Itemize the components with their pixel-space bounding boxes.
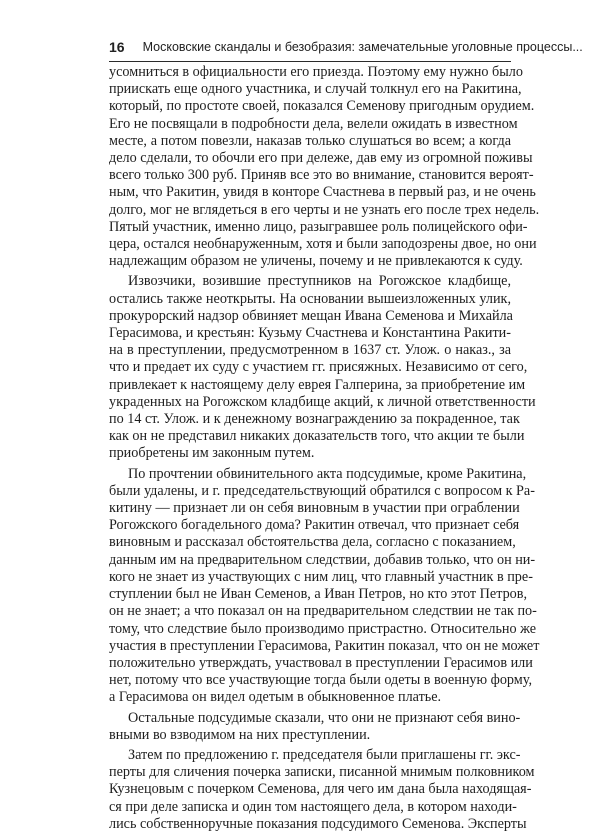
text-line: что и предает их суду с участием гг. присяжных. Независимо от сего, [109,359,528,376]
text-line: китину — признает ли он себя виновным в участии при ограблении [109,500,520,517]
text-line: вными во взводимом на них преступлении. [109,726,371,743]
text-line: долго, мог не вглядеться в его черты и не узнать его после трех недель. [109,201,540,218]
text-line: он не знает; а что показал он на предварительном следствии не так по- [109,603,537,620]
text-line: надлежащим образом не уличены, почему и не привлекаются к суду. [109,253,523,270]
body-text [109,64,540,833]
text-line: Затем по предложению г. председателя были приглашены гг. экс- [128,746,521,763]
text-line: Кузнецовым с почерком Семенова, для чего им дана была находящая- [109,781,532,798]
text-line: положительно утверждать, участвовал в преступлении Герасимов или [109,654,533,671]
text-line: Извозчики, возившие преступников на Рогожское кладбище, [128,273,511,290]
text-line: нет, потому что все участвующие тогда были одеты в военную форму, [109,672,533,689]
running-title: Московские скандалы и безобразия: замечательные уголовные процессы... [142,40,583,54]
text-line: а Герасимова он видел одетым в обыкновенное платье. [109,689,442,706]
text-line: который, по простоте своей, показался Семенову пригодным орудием. [109,98,535,115]
text-line: цера, остался необнаруженным, хотя и были заподозрены двое, но они [109,236,537,253]
text-line: лись собственноручные показания подсудимого Семенова. Эксперты [109,815,527,832]
text-line: Пятый участник, именно лицо, разыгравшее роль полицейского офи- [109,218,528,235]
paragraph [109,709,521,744]
text-line: по 14 ст. Улож. и к денежному вознаграждению за покраденное, так [109,411,520,428]
paragraph [109,465,540,707]
text-line: данным им на предварительном следствии, добавив только, что он ни- [109,551,536,568]
text-line: месте, а потом повезли, наказав только слушаться во всем; а когда [109,132,511,149]
paragraph [109,64,540,270]
text-line: как он не представил никаких доказательств того, что акции те были [109,428,525,445]
text-line: кого не знает из участвующих с ним лиц, что главный участник в пре- [109,568,533,585]
text-line: прокурорский надзор обвиняет мещан Ивана Семенова и Михайла [109,307,513,324]
text-line: Рогожского богадельного дома? Ракитин отвечал, что признает себя [109,517,520,534]
text-line: По прочтении обвинительного акта подсудимые, кроме Ракитина, [128,465,527,482]
header-rule [109,61,511,62]
text-line: дело сделали, то обочли его при дележе, дав ему из огромной поживы [109,150,533,167]
text-line: перты для сличения почерка записки, писанной мнимым полковником [109,764,535,781]
text-line: приобретены им законным путем. [109,445,315,462]
text-line: виновным и рассказал обстоятельства дела, согласно с показанием, [109,534,516,551]
text-line: всего только 300 руб. Приняв все это во внимание, становится вероят- [109,167,534,184]
page-number: 16 [109,39,125,55]
text-line: ным, что Ракитин, увидя в конторе Счастнева в первый раз, и не очень [109,184,536,201]
text-line: участия в преступлении Герасимова, Ракитин показал, что он не может [109,637,540,654]
text-line: остались также неоткрыты. На основании вышеизложенных улик, [109,290,511,307]
text-line: Герасимова, и крестьян: Кузьму Счастнева и Константина Ракити- [109,325,511,342]
text-line: Остальные подсудимые сказали, что они не признают себя вино- [128,709,521,726]
paragraph [109,273,536,462]
text-line: ступлении был не Иван Семенов, а Иван Петров, но кто этот Петров, [109,586,528,603]
text-line: Его не посвящали в подробности дела, велели ожидать в известном [109,115,518,132]
text-line: были удалены, и г. председательствующий обратился с вопросом к Ра- [109,482,535,499]
paragraph [109,746,535,833]
text-line: на в преступлении, предусмотренном в 1637 ст. Улож. о наказ., за [109,342,511,359]
text-line: усомниться в официальности его приезда. Поэтому ему нужно было [109,64,523,80]
text-line: ся при деле записка и один том настоящего дела, в котором находи- [109,798,517,815]
text-line: тому, что следствие было производимо пристрастно. Относительно же [109,620,537,637]
text-line: привлекает к настоящему делу еврея Галперина, за приобретение им [109,376,526,393]
running-header [109,36,583,58]
text-line: приискать еще одного участника, и случай толкнул его на Ракитина, [109,81,522,98]
text-line: украденных на Рогожском кладбище акций, к личной ответственности [109,393,536,410]
